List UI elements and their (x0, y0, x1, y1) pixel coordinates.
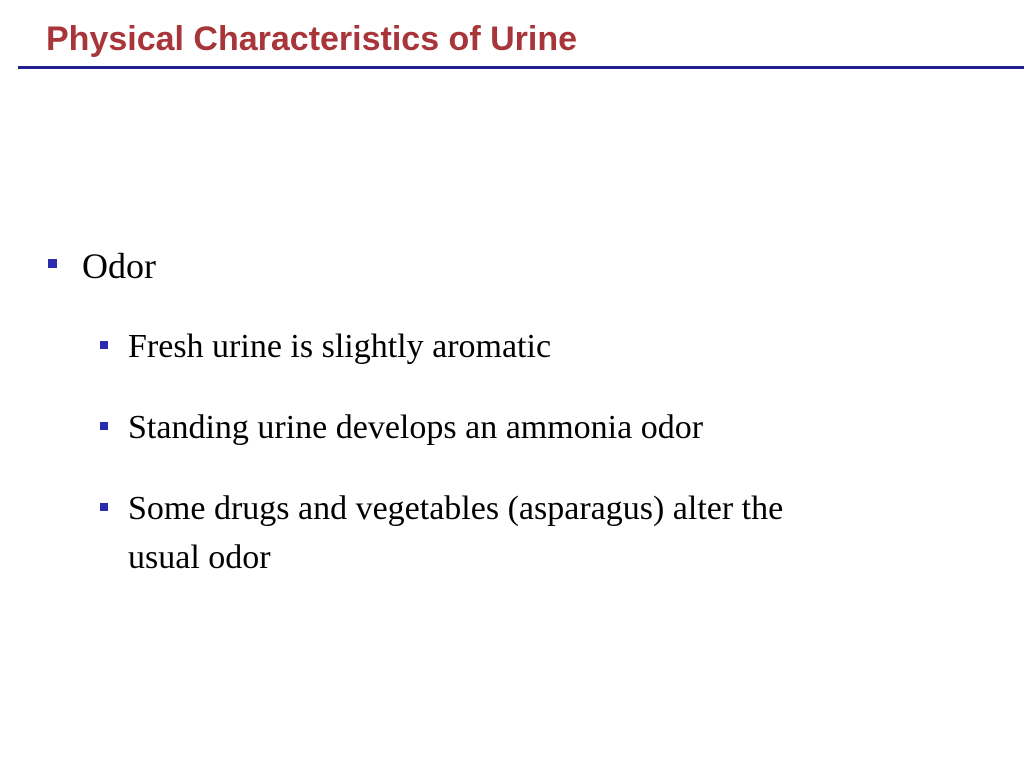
square-bullet-icon (100, 422, 108, 430)
bullet-text-line-1: Some drugs and vegetables (asparagus) alter the (128, 490, 784, 527)
title-underline (18, 66, 1024, 69)
bullet-text: Fresh urine is slightly aromatic (128, 328, 552, 365)
square-bullet-icon (100, 503, 108, 511)
slide-title: Physical Characteristics of Urine (46, 20, 578, 58)
bullet-text-line-2: usual odor (128, 539, 271, 576)
bullet-text: Odor (82, 246, 156, 286)
bullet-text: Standing urine develops an ammonia odor (128, 409, 704, 446)
square-bullet-icon (48, 259, 57, 268)
square-bullet-icon (100, 341, 108, 349)
